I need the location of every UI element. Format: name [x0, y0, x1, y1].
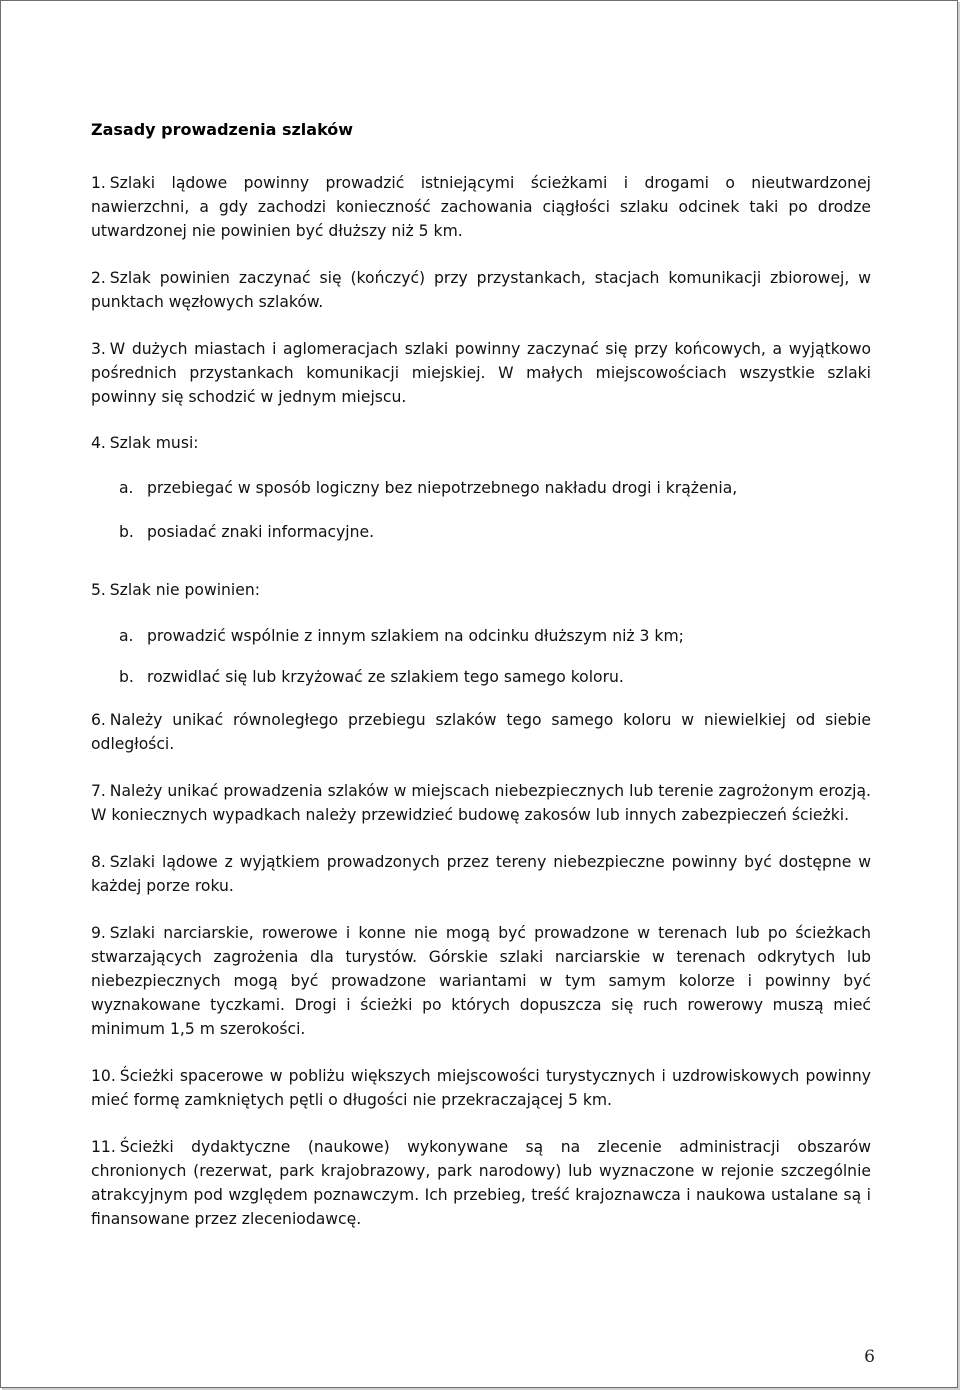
rule-8: 8. Szlaki lądowe z wyjątkiem prowadzonych przez tereny niebezpieczne powinny być dostępne w każdej porze roku. [91, 853, 871, 895]
rule-5a: a. prowadzić wspólnie z innym szlakiem na odcinku dłuższym niż 3 km; [119, 627, 684, 645]
rule-11: 11. Ścieżki dydaktyczne (naukowe) wykonywane są na zlecenie administracji obszarów chronionych (rezerwat, park krajobrazowy, park narodowy) lub wyznaczone w rejonie szczególnie atrakcyjnym pod względem poznawczym. Ich przebieg, treść krajoznawcza i naukowa ustalane są i finansowane przez zleceniodawcę. [91, 1138, 871, 1228]
rule-4b: b. posiadać znaki informacyjne. [119, 523, 375, 541]
rule-9: 9. Szlaki narciarskie, rowerowe i konne nie mogą być prowadzone w terenach lub po ścieżkach stwarzających zagrożenia dla turystów. Górskie szlaki narciarskie w terenach odkrytych lub niebezpiecznych mogą być prowadzone wariantami w tym samym kolorze i powinny być wyznakowane tyczkami. Drogi i ścieżki po których dopuszcza się ruch rowerowy muszą mieć minimum 1,5 m szerokości. [91, 924, 871, 1038]
rule-5: 5. Szlak nie powinien: [91, 581, 260, 599]
document-body [91, 118, 871, 1231]
document-title: Zasady prowadzenia szlaków [91, 120, 354, 139]
rule-4a: a. przebiegać w sposób logiczny bez niepotrzebnego nakładu drogi i krążenia, [119, 479, 738, 497]
rule-10: 10. Ścieżki spacerowe w pobliżu większych miejscowości turystycznych i uzdrowiskowych powinny mieć formę zamkniętych pętli o długości nie przekraczającej 5 km. [91, 1067, 871, 1109]
rule-4: 4. Szlak musi: [91, 434, 199, 452]
rule-1: 1. Szlaki lądowe powinny prowadzić istniejącymi ścieżkami i drogami o nieutwardzonej nawierzchni, a gdy zachodzi konieczność zachowania ciągłości szlaku odcinek taki po drodze utwardzonej nie powinien być dłuższy niż 5 km. [91, 174, 871, 240]
rule-3: 3. W dużych miastach i aglomeracjach szlaki powinny zaczynać się przy końcowych, a wyjątkowo pośrednich przystankach komunikacji miejskiej. W małych miejscowościach wszystkie szlaki powinny się schodzić w jednym miejscu. [91, 340, 871, 406]
rule-7: 7. Należy unikać prowadzenia szlaków w miejscach niebezpiecznych lub terenie zagrożonym erozją. W koniecznych wypadkach należy przewidzieć budowę zakosów lub innych zabezpieczeń ścieżki. [91, 782, 871, 824]
page-number: 6 [864, 1347, 875, 1367]
rule-5b: b. rozwidlać się lub krzyżować ze szlakiem tego samego koloru. [119, 668, 624, 686]
rule-6: 6. Należy unikać równoległego przebiegu szlaków tego samego koloru w niewielkiej od siebie odległości. [91, 711, 871, 753]
rule-2: 2. Szlak powinien zaczynać się (kończyć) przy przystankach, stacjach komunikacji zbiorowej, w punktach węzłowych szlaków. [91, 269, 871, 311]
